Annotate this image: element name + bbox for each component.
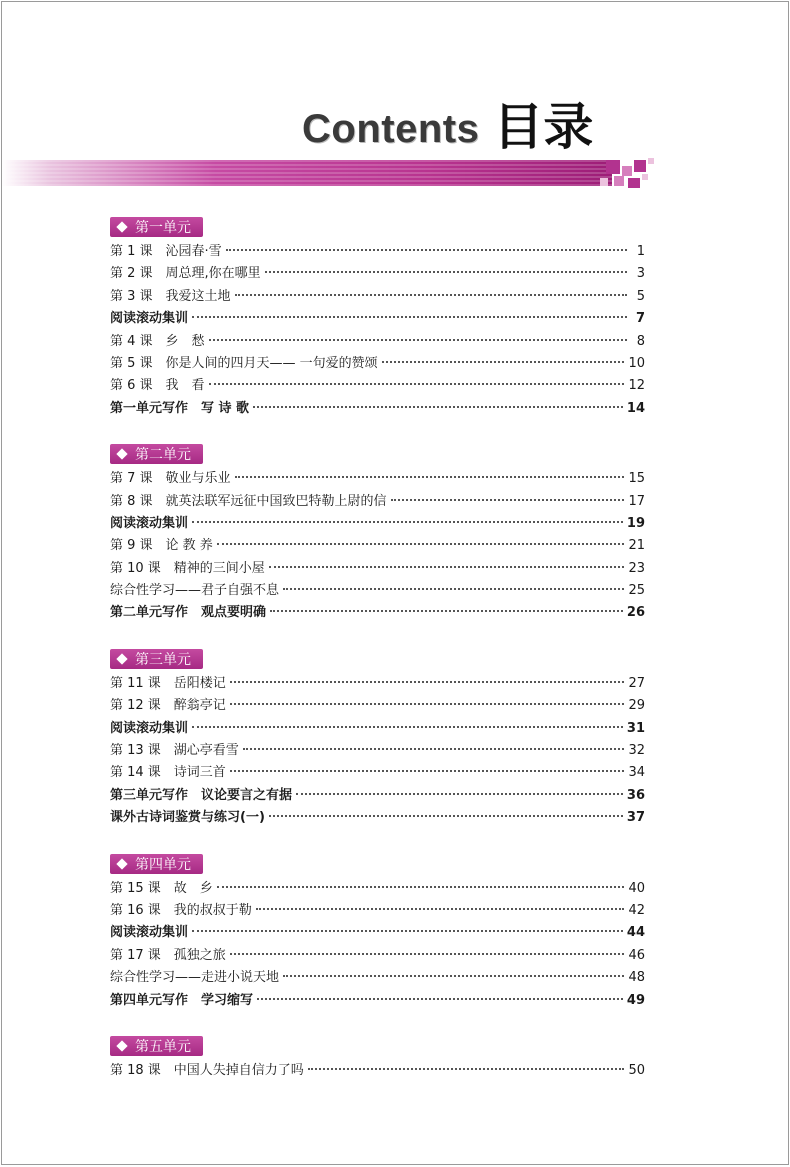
toc-entry[interactable]: [110, 739, 645, 761]
dot-leader: [192, 316, 627, 318]
dot-leader: [230, 770, 625, 772]
dot-leader: [253, 406, 623, 408]
section-title: 第二单元: [135, 447, 191, 464]
toc-entry[interactable]: [110, 557, 645, 579]
entry-label: 阅读滚动集训: [110, 720, 189, 736]
dot-leader: [209, 383, 625, 385]
entry-page: 27: [628, 675, 645, 691]
entry-label: 阅读滚动集训: [110, 925, 189, 941]
toc-entry[interactable]: [110, 397, 645, 419]
entry-label: 第 16 课 我的叔叔于勒: [110, 902, 252, 918]
entry-page: 17: [628, 493, 645, 509]
section-tag: [110, 444, 203, 464]
dot-leader: [265, 271, 627, 273]
toc-entry[interactable]: [110, 374, 645, 396]
dot-leader: [391, 499, 625, 501]
entry-label: 第一单元写作 写 诗 歌: [110, 400, 250, 416]
entry-label: 第 7 课 敬业与乐业: [110, 471, 231, 487]
dot-leader: [192, 521, 623, 523]
toc-entry[interactable]: [110, 534, 645, 556]
toc-entry[interactable]: [110, 512, 645, 534]
entry-label: 第 1 课 沁园春·雪: [110, 244, 222, 259]
entry-page: 31: [626, 720, 645, 736]
dot-leader: [283, 975, 624, 977]
diamond-icon: [116, 221, 127, 232]
diamond-icon: [116, 1040, 127, 1051]
entry-page: 8: [636, 333, 645, 349]
toc-entry[interactable]: [110, 717, 645, 739]
dot-leader: [269, 815, 623, 817]
dot-leader: [296, 793, 623, 795]
section-title: 第四单元: [135, 856, 191, 873]
entry-page: 48: [628, 970, 645, 986]
dot-leader: [308, 1068, 625, 1070]
entry-page: 7: [635, 311, 645, 327]
toc-entry[interactable]: [110, 761, 645, 783]
entry-label: 第 17 课 孤独之旅: [110, 947, 226, 963]
entry-page: 32: [628, 743, 645, 759]
entry-page: 34: [628, 765, 645, 781]
entry-label: 阅读滚动集训: [110, 515, 189, 531]
entry-label: 第 9 课 论 教 养: [110, 538, 213, 554]
toc-entry[interactable]: [110, 601, 645, 623]
dot-leader: [243, 748, 625, 750]
toc-entry[interactable]: [110, 966, 645, 988]
entry-page: 40: [628, 880, 645, 896]
section-tag: [110, 1036, 203, 1056]
dot-leader: [382, 361, 625, 363]
section-unit-1: [110, 216, 645, 419]
entry-page: 50: [628, 1062, 645, 1078]
toc-entry[interactable]: [110, 262, 645, 284]
entry-page: 42: [628, 902, 645, 918]
entry-label: 第 18 课 中国人失掉自信力了吗: [110, 1062, 304, 1078]
dot-leader: [192, 726, 623, 728]
toc-entry[interactable]: [110, 490, 645, 512]
entry-label: 第 12 课 醉翁亭记: [110, 698, 226, 714]
dot-leader: [226, 249, 627, 251]
section-unit-2: [110, 443, 645, 624]
entry-label: 第 15 课 故 乡: [110, 880, 213, 896]
entry-label: 第 3 课 我爱这土地: [110, 288, 231, 304]
toc-entry[interactable]: [110, 784, 645, 806]
dot-leader: [230, 681, 625, 683]
section-unit-4: [110, 853, 645, 1011]
title-english: Contents: [302, 107, 480, 151]
diamond-icon: [116, 858, 127, 869]
section-title: 第三单元: [135, 651, 191, 668]
entry-page: 44: [626, 925, 645, 941]
page-title: [302, 98, 594, 156]
entry-label: 综合性学习——走进小说天地: [110, 970, 280, 986]
dot-leader: [192, 930, 623, 932]
entry-page: 3: [636, 266, 645, 282]
dot-leader: [217, 886, 625, 888]
toc-entry[interactable]: [110, 672, 645, 694]
toc-entry[interactable]: [110, 944, 645, 966]
title-chinese: 目录: [493, 98, 594, 156]
dot-leader: [235, 476, 625, 478]
section-unit-5: [110, 1035, 645, 1081]
entry-label: 综合性学习——君子自强不息: [110, 583, 280, 599]
entry-page: 25: [628, 583, 645, 599]
entry-page: 36: [626, 787, 645, 803]
dot-leader: [283, 588, 624, 590]
dot-leader: [257, 998, 623, 1000]
entry-label: 第 8 课 就英法联军远征中国致巴特勒上尉的信: [110, 493, 387, 509]
entry-page: 46: [628, 947, 645, 963]
entry-page: 29: [628, 698, 645, 714]
entry-page: 23: [628, 560, 645, 576]
toc-entry[interactable]: [110, 307, 645, 329]
entry-page: 21: [628, 538, 645, 554]
entry-page: 15: [628, 471, 645, 487]
section-tag: [110, 854, 203, 874]
entry-label: 第 6 课 我 看: [110, 378, 205, 394]
diamond-icon: [116, 653, 127, 664]
toc-entry[interactable]: [110, 694, 645, 716]
entry-page: 5: [636, 288, 645, 304]
section-tag: [110, 649, 203, 669]
entry-label: 第 5 课 你是人间的四月天—— 一句爱的赞颂: [110, 355, 378, 371]
dot-leader: [230, 953, 625, 955]
toc-entry[interactable]: [110, 989, 645, 1011]
toc-entry[interactable]: [110, 921, 645, 943]
entry-page: 14: [626, 400, 645, 416]
dot-leader: [209, 339, 627, 341]
entry-page: 1: [636, 244, 645, 259]
toc-entry[interactable]: [110, 352, 645, 374]
section-title: 第一单元: [135, 220, 191, 236]
entry-label: 第四单元写作 学习缩写: [110, 992, 254, 1008]
section-title: 第五单元: [135, 1038, 191, 1055]
toc-entry[interactable]: [110, 240, 645, 262]
toc-entry[interactable]: [110, 579, 645, 601]
toc-entry[interactable]: [110, 330, 645, 352]
dot-leader: [235, 294, 627, 296]
entry-page: 49: [626, 992, 645, 1008]
entry-label: 第三单元写作 议论要言之有据: [110, 787, 293, 803]
toc-entry[interactable]: [110, 285, 645, 307]
entry-page: 26: [626, 605, 645, 621]
entry-label: 第二单元写作 观点要明确: [110, 605, 267, 621]
entry-page: 19: [626, 515, 645, 531]
entry-label: 第 13 课 湖心亭看雪: [110, 743, 239, 759]
toc-entry[interactable]: [110, 877, 645, 899]
entry-label: 第 11 课 岳阳楼记: [110, 675, 226, 691]
table-of-contents: [110, 216, 645, 1105]
entry-label: 第 2 课 周总理,你在哪里: [110, 266, 261, 282]
dot-leader: [269, 566, 625, 568]
toc-entry[interactable]: [110, 899, 645, 921]
dot-leader: [270, 610, 623, 612]
document-page: [1, 1, 789, 1165]
toc-entry[interactable]: [110, 806, 645, 828]
toc-entry[interactable]: [110, 1059, 645, 1081]
diamond-icon: [116, 448, 127, 459]
entry-label: 课外古诗词鉴赏与练习(一): [110, 810, 265, 826]
dot-leader: [230, 703, 625, 705]
toc-entry[interactable]: [110, 467, 645, 489]
entry-page: 12: [628, 378, 645, 394]
entry-label: 第 4 课 乡 愁: [110, 333, 205, 349]
entry-label: 阅读滚动集训: [110, 311, 189, 327]
section-tag: [110, 217, 203, 237]
section-unit-3: [110, 648, 645, 829]
entry-page: 37: [626, 810, 645, 826]
dot-leader: [256, 908, 625, 910]
header-banner: [2, 160, 612, 186]
entry-page: 10: [628, 355, 645, 371]
entry-label: 第 14 课 诗词三首: [110, 765, 226, 781]
entry-label: 第 10 课 精神的三间小屋: [110, 560, 265, 576]
dot-leader: [217, 543, 625, 545]
